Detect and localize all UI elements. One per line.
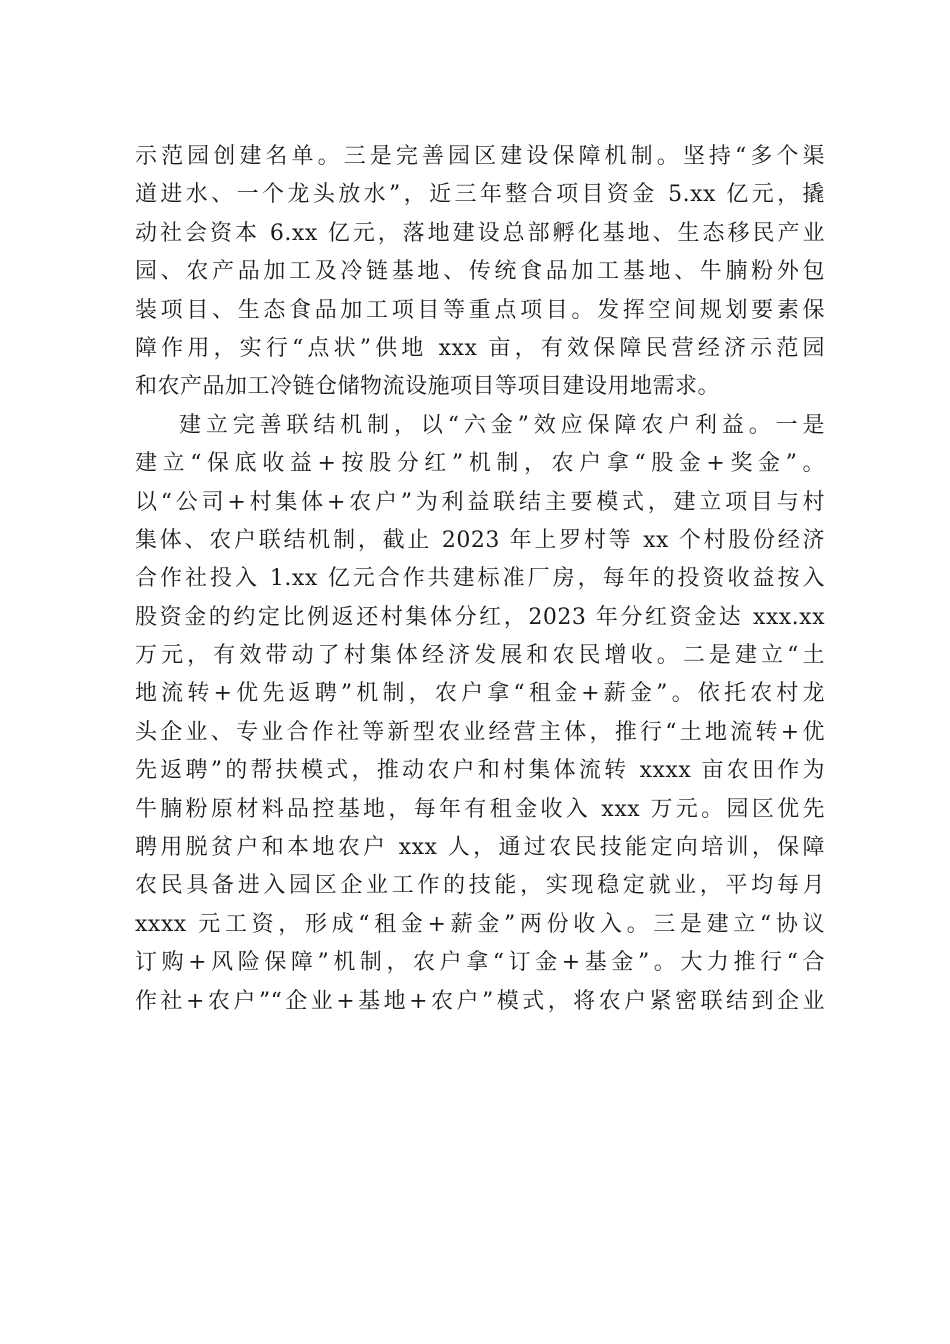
text-line: 牛腩粉原材料品控基地，每年有租金收入 xxx 万元。园区优先	[135, 796, 825, 822]
text-line: 和农产品加工冷链仓储物流设施项目等项目建设用地需求。	[135, 374, 721, 400]
text-line: 万元，有效带动了村集体经济发展和农民增收。二是建立“土	[135, 643, 825, 669]
text-line: 地流转+优先返聘”机制，农户拿“租金+薪金”。依托农村龙	[135, 681, 825, 707]
text-line: 建立完善联结机制，以“六金”效应保障农户利益。一是	[179, 412, 825, 438]
text-line: 示范园创建名单。三是完善园区建设保障机制。坚持“多个渠	[135, 144, 825, 169]
text-line: 道进水、一个龙头放水”，近三年整合项目资金 5.xx 亿元，撬	[135, 182, 825, 208]
text-line: 装项目、生态食品加工项目等重点项目。发挥空间规划要素保	[135, 297, 825, 323]
text-line: 动社会资本 6.xx 亿元，落地建设总部孵化基地、生态移民产业	[135, 220, 825, 246]
text-line: 聘用脱贫户和本地农户 xxx 人，通过农民技能定向培训，保障	[135, 835, 825, 861]
paragraph-2	[135, 407, 825, 1021]
text-line: 头企业、专业合作社等新型农业经营主体，推行“土地流转+优	[135, 719, 825, 745]
text-line: 先返聘”的帮扶模式，推动农户和村集体流转 xxxx 亩农田作为	[135, 758, 825, 784]
text-line: 园、农产品加工及冷链基地、传统食品加工基地、牛腩粉外包	[135, 259, 825, 285]
paragraph-1	[135, 138, 825, 407]
text-line: 订购+风险保障”机制，农户拿“订金+基金”。大力推行“合	[135, 950, 825, 976]
text-line: 障作用，实行“点状”供地 xxx 亩，有效保障民营经济示范园	[135, 335, 825, 361]
text-line: 作社+农户”“企业+基地+农户”模式，将农户紧密联结到企业	[135, 988, 825, 1014]
text-line: 农民具备进入园区企业工作的技能，实现稳定就业，平均每月	[135, 873, 825, 899]
text-line: 以“公司+村集体+农户”为利益联结主要模式，建立项目与村	[135, 489, 825, 515]
text-line: 股资金的约定比例返还村集体分红，2023 年分红资金达 xxx.xx	[135, 604, 825, 630]
text-line: 合作社投入 1.xx 亿元合作共建标准厂房，每年的投资收益按入	[135, 566, 825, 592]
text-line: 集体、农户联结机制，截止 2023 年上罗村等 xx 个村股份经济	[135, 527, 825, 553]
text-line: 建立“保底收益+按股分红”机制，农户拿“股金+奖金”。	[135, 451, 825, 477]
body-text	[135, 138, 825, 1021]
text-line: xxxx 元工资，形成“租金+薪金”两份收入。三是建立“协议	[135, 911, 825, 937]
